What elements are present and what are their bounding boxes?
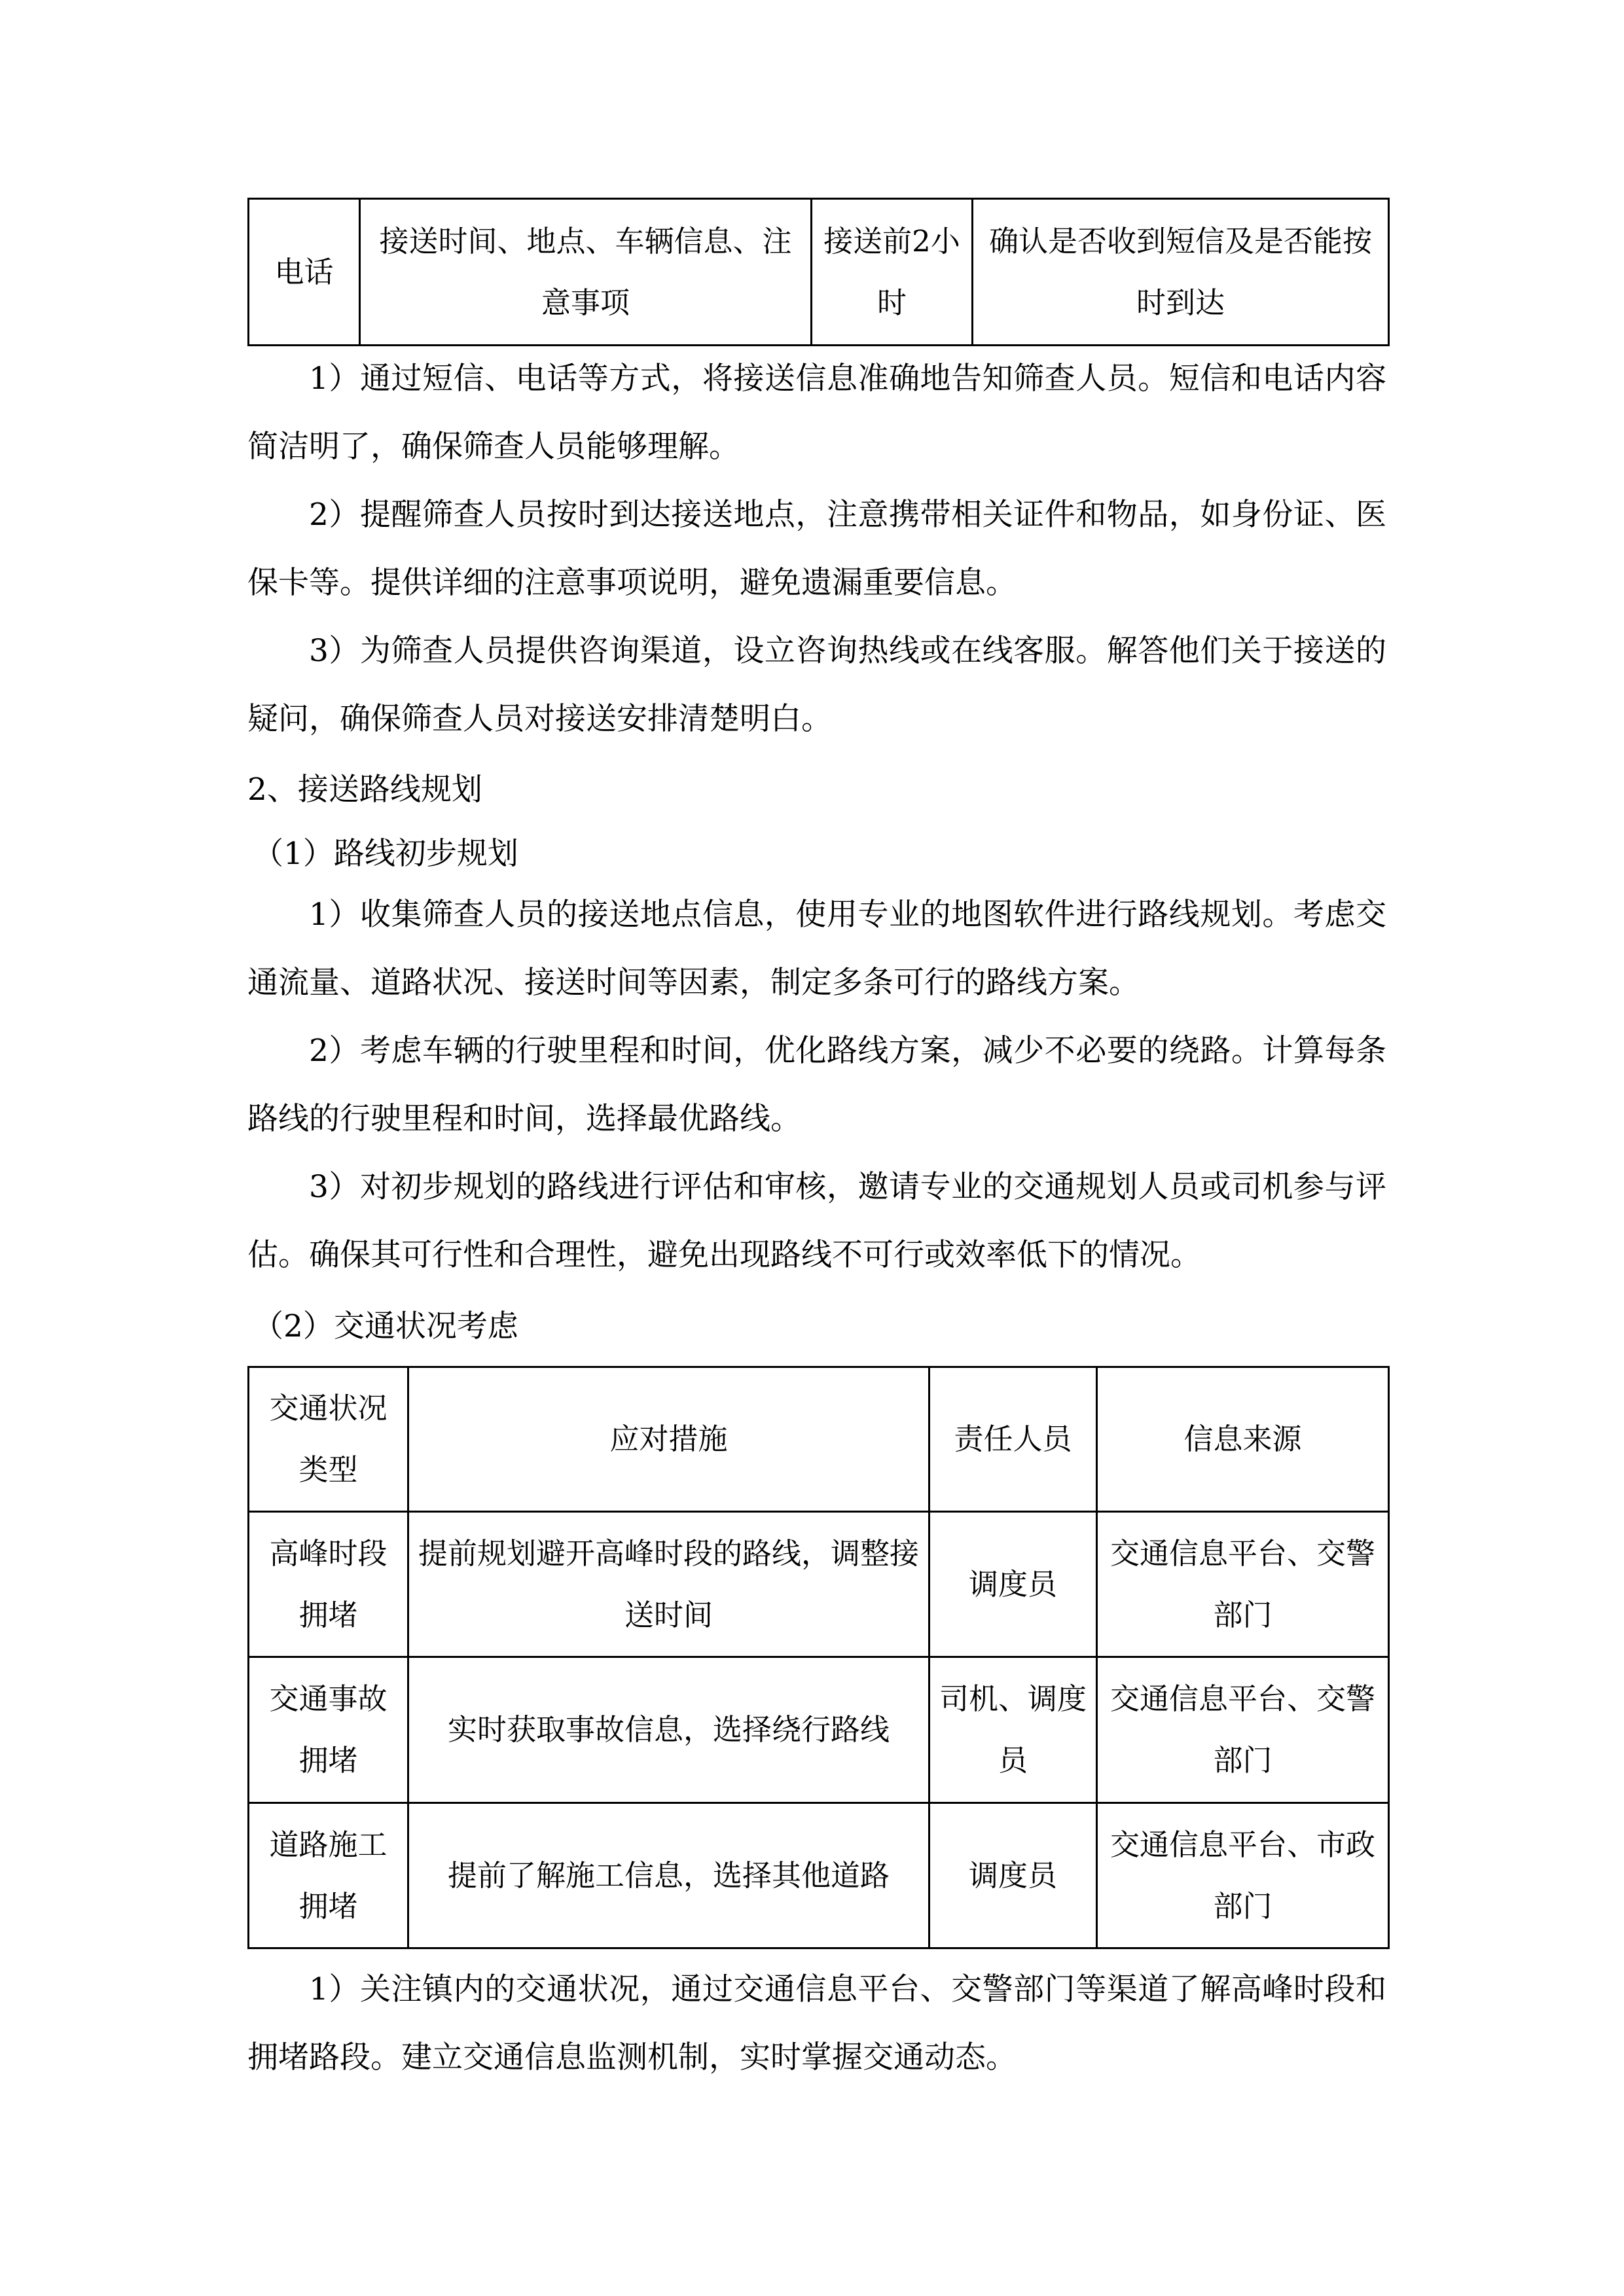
paragraph: 3）为筛查人员提供咨询渠道，设立咨询热线或在线客服。解答他们关于接送的疑问，确保筛查人员对接送安排清楚明白。 <box>247 633 1386 737</box>
table-cell: 道路施工拥堵 <box>249 1803 408 1948</box>
section-title: 2、接送路线规划 <box>247 772 482 808</box>
table-cell: 接送前2小时 <box>812 199 973 346</box>
paragraph: 2）考虑车辆的行驶里程和时间，优化路线方案，减少不必要的绕路。计算每条路线的行驶里程和时间，选择最优路线。 <box>247 1033 1386 1137</box>
subsection-title: （1）路线初步规划 <box>253 836 518 872</box>
paragraph: 1）通过短信、电话等方式，将接送信息准确地告知筛查人员。短信和电话内容简洁明了，确保筛查人员能够理解。 <box>247 361 1386 465</box>
table-header-row <box>249 1367 1389 1512</box>
table-header-cell: 责任人员 <box>929 1367 1097 1512</box>
table-cell: 调度员 <box>929 1512 1097 1657</box>
table-row <box>249 199 1389 346</box>
table-cell: 实时获取事故信息，选择绕行路线 <box>408 1657 929 1803</box>
notification-method-table <box>247 198 1390 346</box>
paragraph: 2）提醒筛查人员按时到达接送地点，注意携带相关证件和物品，如身份证、医保卡等。提供详细的注意事项说明，避免遗漏重要信息。 <box>247 497 1386 601</box>
table-cell: 电话 <box>249 199 360 346</box>
table-cell: 交通信息平台、交警部门 <box>1097 1512 1389 1657</box>
paragraph: 3）对初步规划的路线进行评估和审核，邀请专业的交通规划人员或司机参与评估。确保其可行性和合理性，避免出现路线不可行或效率低下的情况。 <box>247 1169 1386 1273</box>
table-row <box>249 1803 1389 1948</box>
table-cell: 交通信息平台、交警部门 <box>1097 1657 1389 1803</box>
table-cell: 交通事故拥堵 <box>249 1657 408 1803</box>
paragraph: 1）关注镇内的交通状况，通过交通信息平台、交警部门等渠道了解高峰时段和拥堵路段。建立交通信息监测机制，实时掌握交通动态。 <box>247 1971 1386 2075</box>
table-header-cell: 信息来源 <box>1097 1367 1389 1512</box>
table-cell: 提前规划避开高峰时段的路线，调整接送时间 <box>408 1512 929 1657</box>
table-cell: 提前了解施工信息，选择其他道路 <box>408 1803 929 1948</box>
subsection-title: （2）交通状况考虑 <box>253 1308 518 1344</box>
table-cell: 调度员 <box>929 1803 1097 1948</box>
table-cell: 高峰时段拥堵 <box>249 1512 408 1657</box>
table-header-cell: 应对措施 <box>408 1367 929 1512</box>
paragraph: 1）收集筛查人员的接送地点信息，使用专业的地图软件进行路线规划。考虑交通流量、道路状况、接送时间等因素，制定多条可行的路线方案。 <box>247 897 1386 1001</box>
traffic-condition-table <box>247 1366 1390 1949</box>
table-row <box>249 1657 1389 1803</box>
table-cell: 交通信息平台、市政部门 <box>1097 1803 1389 1948</box>
table-row <box>249 1512 1389 1657</box>
table-cell: 司机、调度员 <box>929 1657 1097 1803</box>
table-cell: 接送时间、地点、车辆信息、注意事项 <box>360 199 812 346</box>
table-header-cell: 交通状况类型 <box>249 1367 408 1512</box>
table-cell: 确认是否收到短信及是否能按时到达 <box>973 199 1389 346</box>
